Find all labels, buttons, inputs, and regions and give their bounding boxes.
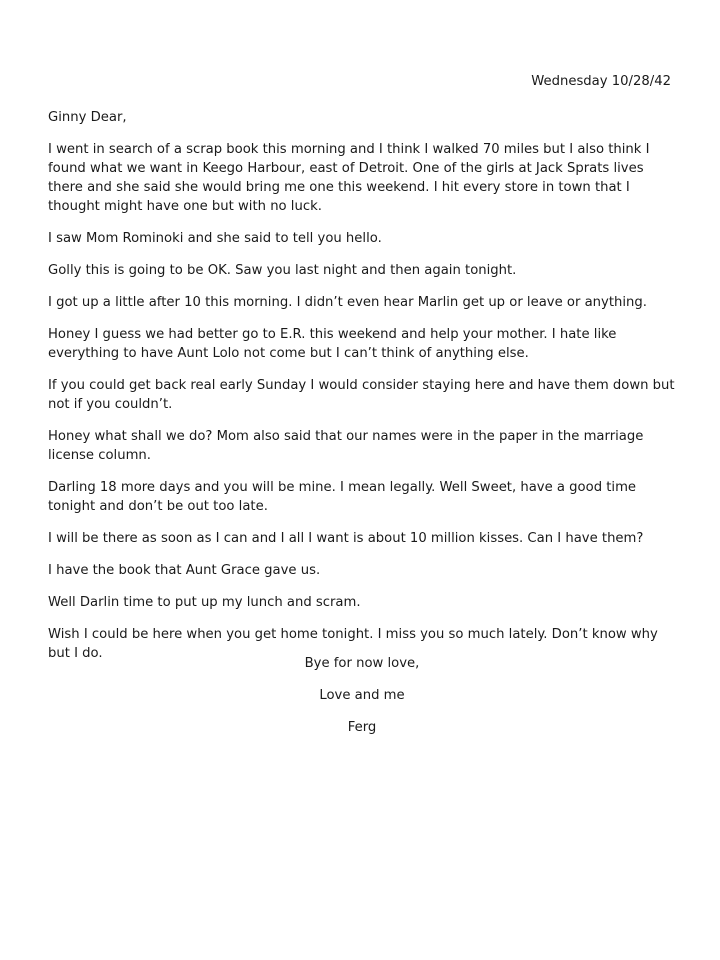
letter-paragraph: I will be there as soon as I can and I all I want is about 10 million kisses. Can I have them? — [48, 531, 644, 546]
letter-paragraph: If you could get back real early Sunday I would consider staying here and have them down but not if you couldn’t. — [48, 378, 675, 412]
letter-signature: Ferg — [347, 720, 377, 735]
letter-paragraph: Darling 18 more days and you will be mine. I mean legally. Well Sweet, have a good time tonight and don’t be out too late. — [48, 480, 637, 514]
letter-body — [48, 108, 676, 676]
letter-paragraph: Honey I guess we had better go to E.R. this weekend and help your mother. I hate like everything to have Aunt Lolo not come but I can’t think of anything else. — [48, 327, 617, 361]
letter-date: Wednesday 10/28/42 — [531, 74, 671, 89]
letter-paragraph: Golly this is going to be OK. Saw you last night and then again tonight. — [48, 263, 517, 278]
letter-paragraph: I went in search of a scrap book this morning and I think I walked 70 miles but I also think I found what we want in Keego Harbour, east of Detroit. One of the girls at Jack Sprats lives there and she said she would bring me one this weekend. I hit every store in town that I thought might have one but with no luck. — [48, 142, 650, 214]
letter-paragraph: I have the book that Aunt Grace gave us. — [48, 563, 321, 578]
letter-paragraph: I got up a little after 10 this morning. I didn’t even hear Marlin get up or leave or anything. — [48, 295, 647, 310]
letter-paragraph: Wish I could be here when you get home tonight. I miss you so much lately. Don’t know why but I do. — [48, 627, 658, 661]
letter-paragraph: Honey what shall we do? Mom also said that our names were in the paper in the marriage license column. — [48, 429, 644, 463]
letter-paragraph: I saw Mom Rominoki and she said to tell you hello. — [48, 231, 382, 246]
letter-closing-line: Love and me — [319, 688, 405, 703]
letter-closing-line: Bye for now love, — [304, 656, 420, 671]
letter-paragraph: Well Darlin time to put up my lunch and scram. — [48, 595, 361, 610]
letter-greeting: Ginny Dear, — [48, 110, 127, 125]
